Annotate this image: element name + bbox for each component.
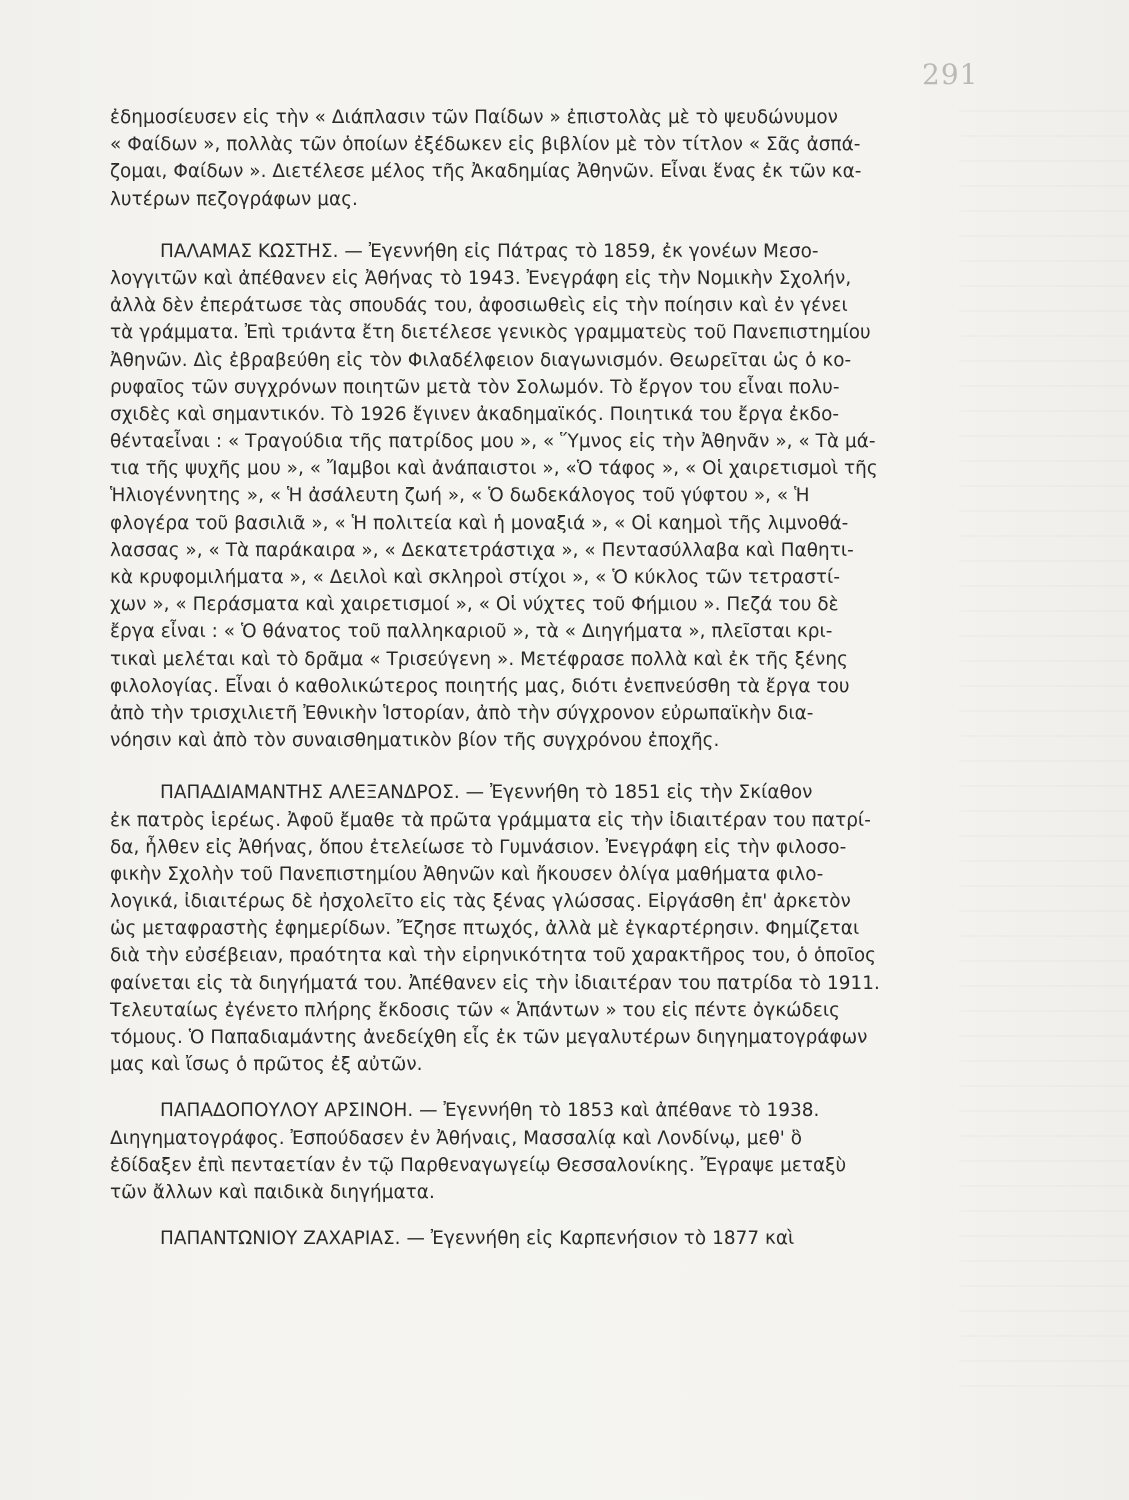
text-line: ἐδημοσίευσεν εἰς τὴν « Διάπλασιν τῶν Παίδων » ἐπιστολὰς μὲ τὸ ψευδώνυμον [110,107,838,128]
text-line: ἐδίδαξεν ἐπὶ πενταετίαν ἐν τῷ Παρθεναγωγείῳ Θεσσαλονίκης. Ἔγραψε μεταξὺ [110,1154,847,1176]
text-line: τὰ γράμματα. Ἐπὶ τριάντα ἔτη διετέλεσε γενικὸς γραμματεὺς τοῦ Πανεπιστημίου [110,322,871,344]
text-line: κὰ κρυφομιλήματα », « Δειλοὶ καὶ σκληροὶ στίχοι », « Ὁ κύκλος τῶν τετραστί- [110,567,840,588]
text-line: ζομαι, Φαίδων ». Διετέλεσε μέλος τῆς Ἀκαδημίας Ἀθηνῶν. Εἶναι ἕνας ἐκ τῶν κα- [110,161,862,183]
text-line: λυτέρων πεζογράφων μας. [110,188,358,210]
entry-papadiamantis [110,779,970,1078]
text-line: λασσας », « Τὰ παράκαιρα », « Δεκατετράστιχα », « Πεντασύλλαβα καὶ Παθητι- [110,539,854,561]
text-line: φλογέρα τοῦ βασιλιᾶ », « Ἡ πολιτεία καὶ ἡ μοναξιά », « Οἱ καημοὶ τῆς λιμνοθά- [110,512,849,534]
text-line: θένταεἶναι : « Τραγούδια τῆς πατρίδος μου », « Ὕμνος εἰς τὴν Ἀθηνᾶν », « Τὰ μά- [110,431,876,453]
text-line: « Φαίδων », πολλὰς τῶν ὁποίων ἐξέδωκεν εἰς βιβλίον μὲ τὸν τίτλον « Σᾶς ἀσπά- [110,134,861,156]
text-line: Ἀθηνῶν. Δὶς ἐβραβεύθη εἰς τὸν Φιλαδέλφειον διαγωνισμόν. Θεωρεῖται ὡς ὁ κο- [110,349,852,371]
text-line: ὡς μεταφραστὴς ἐφημερίδων. Ἔζησε πτωχός, ἀλλὰ μὲ ἐγκαρτέρησιν. Φημίζεται [110,918,860,940]
text-line: δα, ἦλθεν εἰς Ἀθήνας, ὅπου ἐτελείωσε τὸ Γυμνάσιον. Ἐνεγράφη εἰς τὴν φιλοσο- [110,836,847,858]
text-line: σχιδὲς καὶ σημαντικόν. Τὸ 1926 ἔγινεν ἀκαδημαϊκός. Ποιητικά του ἔργα ἐκδο- [110,403,840,425]
text-line: τικαὶ μελέται καὶ τὸ δρᾶμα « Τρισεύγενη ». Μετέφρασε πολλὰ καὶ ἐκ τῆς ξένης [110,648,848,670]
text-line: φικὴν Σχολὴν τοῦ Πανεπιστημίου Ἀθηνῶν καὶ ἤκουσεν ὀλίγα μαθήματα φιλο- [110,863,824,885]
text-line: ἀπὸ τὴν τρισχιλιετῆ Ἐθνικὴν Ἱστορίαν, ἀπὸ τὴν σύγχρονον εὐρωπαϊκὴν δια- [110,702,814,724]
text-line: μας καὶ ἴσως ὁ πρῶτος ἐξ αὐτῶν. [110,1054,423,1076]
spacer [110,1078,970,1097]
text-line: χων », « Περάσματα καὶ χαιρετισμοί », « Οἱ νύχτες τοῦ Φήμιου ». Πεζά του δὲ [110,594,839,616]
text-line: ἐκ πατρὸς ἱερέως. Ἀφοῦ ἔμαθε τὰ πρῶτα γράμματα εἰς τὴν ἰδιαιτέραν του πατρί- [110,809,871,831]
entry-papadopoulou [110,1097,970,1206]
text-line: ρυφαῖος τῶν συγχρόνων ποιητῶν μετὰ τὸν Σολωμόν. Τὸ ἔργον του εἶναι πολυ- [110,376,840,398]
spacer [110,754,970,779]
page-number: 291 [922,58,979,91]
text-line: Διηγηματογράφος. Ἐσπούδασεν ἐν Ἀθήναις, Μασσαλίᾳ καὶ Λονδίνῳ, μεθ' ὃ [110,1127,803,1149]
show-through-texture [959,110,1129,1410]
spacer [110,1206,970,1225]
text-line: ἔργα εἶναι : « Ὁ θάνατος τοῦ παλληκαριοῦ », τὰ « Διηγήματα », πλεῖσται κρι- [110,621,833,643]
entry-heading-line: ΠΑΠΑΔΟΠΟΥΛΟΥ ΑΡΣΙΝΟΗ. — Ἐγεννήθη τὸ 1853 καὶ ἀπέθανε τὸ 1938. [160,1100,820,1122]
text-line: Ἡλιογέννητης », « Ἡ ἀσάλευτη ζωή », « Ὁ δωδεκάλογος τοῦ γύφτου », « Ἡ [110,485,810,507]
text-line: λογικά, ἰδιαιτέρως δὲ ἠσχολεῖτο εἰς τὰς ξένας γλώσσας. Εἰργάσθη ἐπ' ἀρκετὸν [110,891,851,913]
entry-heading-line: ΠΑΠΑΔΙΑΜΑΝΤΗΣ ΑΛΕΞΑΝΔΡΟΣ. — Ἐγεννήθη τὸ 1851 εἰς τὴν Σκίαθον [160,782,813,804]
page-body [110,104,970,1252]
text-line: τια τῆς ψυχῆς μου », « Ἴαμβοι καὶ ἀνάπαιστοι », «Ὁ τάφος », « Οἱ χαιρετισμοὶ τῆς [110,458,878,480]
text-line: φαίνεται εἰς τὰ διηγήματά του. Ἀπέθανεν εἰς τὴν ἰδιαιτέραν του πατρίδα τὸ 1911. [110,972,880,994]
spacer [110,213,970,238]
paragraph-continuation [110,104,970,213]
text-line: τόμους. Ὁ Παπαδιαμάντης ἀνεδείχθη εἷς ἐκ τῶν μεγαλυτέρων διηγηματογράφων [110,1027,868,1048]
text-line: τῶν ἄλλων καὶ παιδικὰ διηγήματα. [110,1181,435,1203]
entry-papantoniou [110,1225,970,1252]
text-line: νόησιν καὶ ἀπὸ τὸν συναισθηματικὸν βίον τῆς συγχρόνου ἐποχῆς. [110,730,720,752]
entry-heading-line: ΠΑΛΑΜΑΣ ΚΩΣΤΗΣ. — Ἐγεννήθη εἰς Πάτρας τὸ 1859, ἐκ γονέων Μεσο- [160,240,819,262]
entry-palamas [110,238,970,755]
text-line: διὰ τὴν εὐσέβειαν, πραότητα καὶ τὴν εἰρηνικότητα τοῦ χαρακτῆρος του, ὁ ὁποῖος [110,945,877,967]
text-line: φιλολογίας. Εἶναι ὁ καθολικώτερος ποιητής μας, διότι ἐνεπνεύσθη τὰ ἔργα του [110,675,850,697]
text-line: λογγιτῶν καὶ ἀπέθανεν εἰς Ἀθήνας τὸ 1943. Ἐνεγράφη εἰς τὴν Νομικὴν Σχολήν, [110,267,852,289]
text-line: ἀλλὰ δὲν ἐπεράτωσε τὰς σπουδάς του, ἀφοσιωθεὶς εἰς τὴν ποίησιν καὶ ἐν γένει [110,295,848,317]
entry-heading-line: ΠΑΠΑΝΤΩΝΙΟΥ ΖΑΧΑΡΙΑΣ. — Ἐγεννήθη εἰς Καρπενήσιον τὸ 1877 καὶ [160,1228,795,1250]
text-line: Τελευταίως ἐγένετο πλήρης ἔκδοσις τῶν « Ἁπάντων » του εἰς πέντε ὀγκώδεις [110,999,840,1021]
